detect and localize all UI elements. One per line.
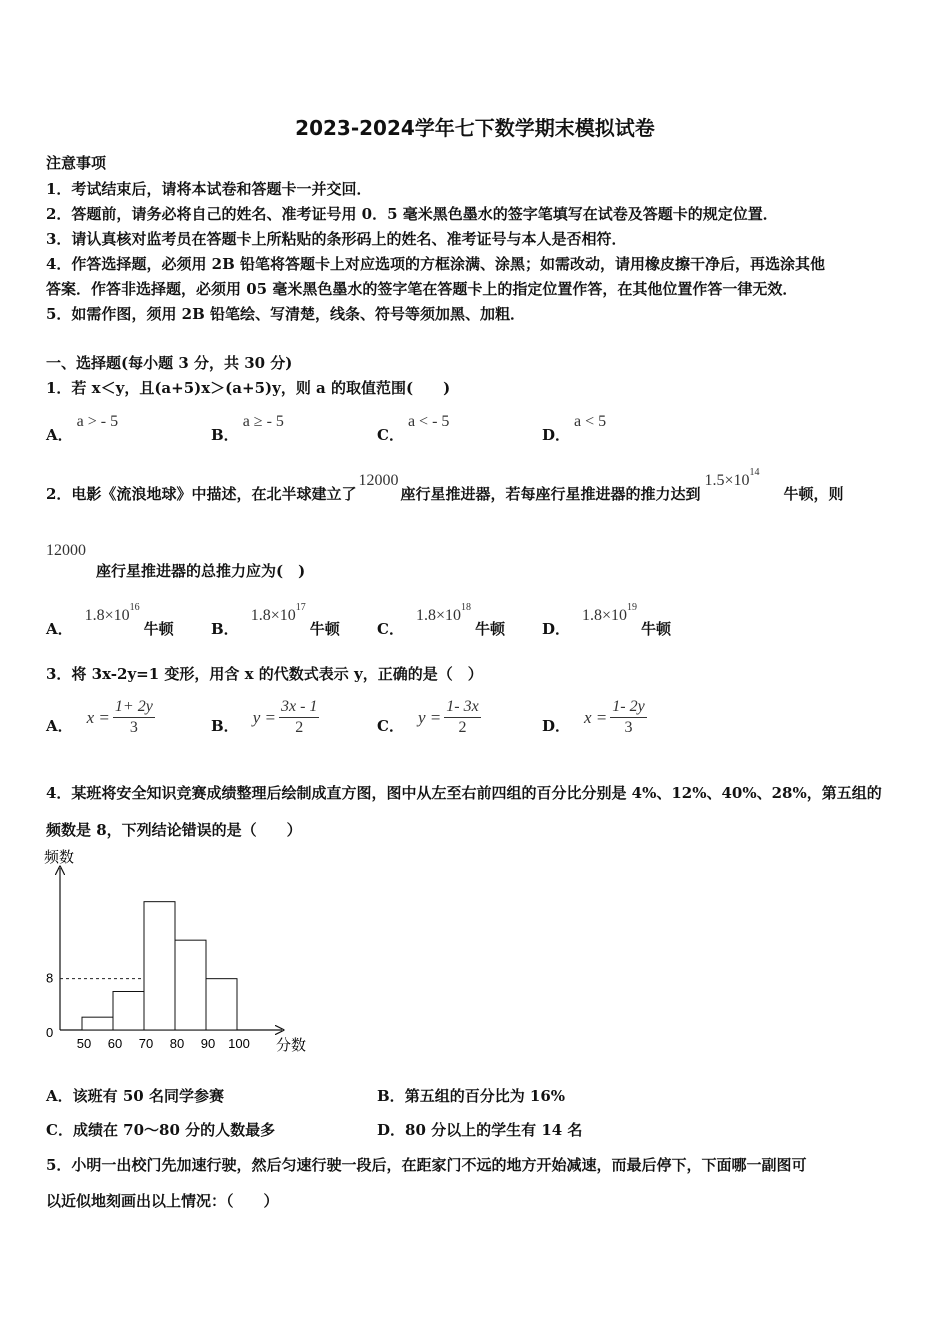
- q1-option-d[interactable]: [542, 410, 607, 444]
- notice-item: 答案．作答非选择题，必须用 05 毫米黑色墨水的签字笔在答题卡上的指定位置作答，在其他位置作答一律无效．: [46, 280, 798, 298]
- y-axis-label: 频数: [44, 849, 75, 866]
- histogram-bar: [113, 992, 144, 1031]
- q4-stem-line2: 频数是 8，下列结论错误的是（ ）: [46, 821, 302, 839]
- notice-item: 5．如需作图，须用 2B 铅笔绘、写清楚，线条、符号等须加黑、加粗．: [46, 305, 525, 323]
- q1-option-a[interactable]: [46, 410, 119, 444]
- q1-option-b[interactable]: [211, 410, 284, 444]
- option-letter: D．: [542, 426, 571, 444]
- q1-stem: 1．若 x＜y，且(a+5)x＞(a+5)y，则 a 的取值范围( ): [46, 379, 451, 397]
- option-expr: a ≥ - 5: [242, 413, 284, 430]
- y-tick-label: 0: [46, 1025, 54, 1040]
- x-tick-label: 100: [228, 1036, 250, 1051]
- notice-item: 4．作答选择题，必须用 2B 铅笔将答题卡上对应选项的方框涂满、涂黑；如需改动，请用橡皮擦干净后，再选涂其他: [46, 255, 826, 273]
- x-tick-label: 50: [76, 1036, 92, 1051]
- q3-stem: 3．将 3x-2y=1 变形，用含 x 的代数式表示 y，正确的是（ ）: [46, 665, 483, 683]
- page-title: 2023-2024学年七下数学期末模拟试卷: [295, 116, 655, 140]
- q2-stem-line1: 2．电影《流浪地球》中描述，在北半球建立了12000座行星推进器，若每座行星推进器的推力达到$1.5\times 10^{14}$牛顿，则: [46, 467, 844, 503]
- notice-heading: 注意事项: [46, 154, 107, 172]
- q2-option-a[interactable]: A．$1.8\times 10^{16}$牛顿: [46, 602, 174, 638]
- option-letter: C．: [377, 426, 404, 444]
- q3-option-d[interactable]: D． x = $\frac{1- 2y}{3}$: [542, 698, 645, 736]
- q5-stem-line1: 5．小明一出校门先加速行驶，然后匀速行驶一段后，在距家门不远的地方开始减速，而最后停下，下面哪一副图可: [46, 1156, 807, 1174]
- option-letter: A．: [46, 426, 73, 444]
- q4-option-b[interactable]: B．第五组的百分比为 16%: [377, 1087, 566, 1105]
- histogram-bar: [82, 1017, 113, 1030]
- q2-option-c[interactable]: C．$1.8\times 10^{18}$牛顿: [377, 602, 505, 638]
- section-heading: 一、选择题(每小题 3 分，共 30 分): [46, 354, 293, 372]
- option-expr: a < 5: [574, 413, 607, 430]
- x-tick-label: 80: [169, 1036, 185, 1051]
- notice-item: 3．请认真核对监考员在答题卡上所粘贴的条形码上的姓名、准考证号与本人是否相符．: [46, 230, 627, 248]
- histogram-bar: [206, 979, 237, 1030]
- option-expr: a > - 5: [76, 413, 119, 430]
- q4-stem-line1: 4．某班将安全知识竞赛成绩整理后绘制成直方图，图中从左至右前四组的百分比分别是 4%、12%、40%、28%，第五组的: [46, 784, 882, 802]
- notice-item: 1．考试结束后，请将本试卷和答题卡一并交回．: [46, 180, 372, 198]
- q4-option-c[interactable]: C．成绩在 70～80 分的人数最多: [46, 1121, 276, 1139]
- x-tick-label: 90: [200, 1036, 216, 1051]
- q2-option-d[interactable]: D．$1.8\times 10^{19}$牛顿: [542, 602, 672, 638]
- histogram-bar: [175, 940, 206, 1030]
- y-tick-label: 8: [46, 970, 54, 986]
- option-letter: B．: [211, 426, 239, 444]
- notice-item: 2．答题前，请务必将自己的姓名、准考证号用 0．5 毫米黑色墨水的签字笔填写在试卷及答题卡的规定位置．: [46, 205, 778, 223]
- x-tick-label: 60: [107, 1036, 123, 1051]
- q3-option-b[interactable]: B． y = $\frac{3x - 1}{2}$: [211, 698, 318, 736]
- option-expr: a < - 5: [407, 413, 450, 430]
- q2-number: 12000: [46, 542, 86, 559]
- q2-force: $1.5\times 10^{14}$: [704, 467, 760, 489]
- x-tick-label: 70: [138, 1036, 154, 1051]
- q1-option-c[interactable]: [377, 410, 450, 444]
- histogram-chart: [30, 840, 330, 1060]
- q5-stem-line2: 以近似地刻画出以上情况：（ ）: [46, 1192, 279, 1210]
- q2-option-b[interactable]: B．$1.8\times 10^{17}$牛顿: [211, 602, 340, 638]
- q4-option-d[interactable]: D．80 分以上的学生有 14 名: [377, 1121, 583, 1139]
- histogram-bar: [144, 902, 175, 1030]
- q2-number: 12000: [358, 472, 399, 489]
- x-axis-label: 分数: [276, 1037, 307, 1054]
- q3-option-c[interactable]: C． y = $\frac{1- 3x}{2}$: [377, 698, 479, 736]
- q4-option-a[interactable]: A．该班有 50 名同学参赛: [46, 1087, 224, 1105]
- q3-option-a[interactable]: A． x = $\frac{1+ 2y}{3}$: [46, 698, 153, 736]
- q2-stem-line2: 12000 座行星推进器的总推力应为( ): [46, 542, 306, 580]
